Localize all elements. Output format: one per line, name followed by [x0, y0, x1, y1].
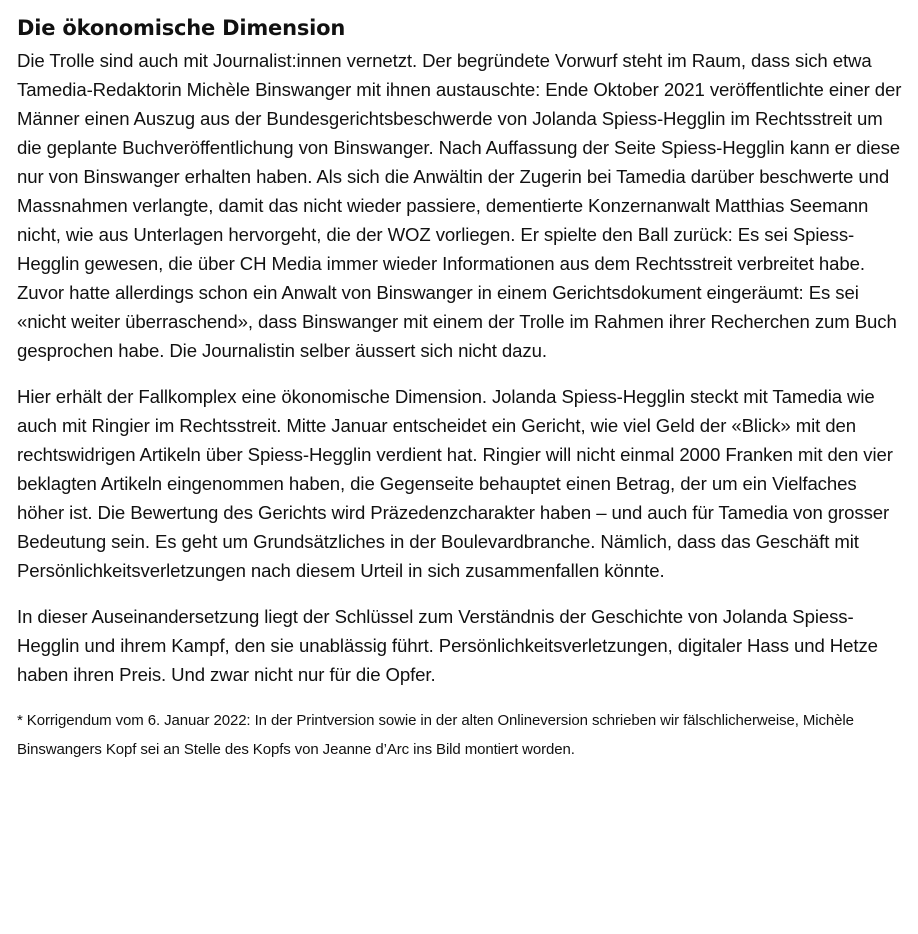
section-heading: Die ökonomische Dimension	[17, 16, 346, 40]
correction-footnote: * Korrigendum vom 6. Januar 2022: In der Printversion sowie in der alten Onlineversion schrieben wir fälschlicherweise, Michèle Binswangers Kopf sei an Stelle des Kopfs von Jeanne d’Arc ins Bild montiert worden.	[17, 712, 854, 758]
paragraph-trolls-journalists: Die Trolle sind auch mit Journalist:innen vernetzt. Der begründete Vorwurf steht im Raum, dass sich etwa Tamedia-Redaktorin Michèle Binswanger mit ihnen austauschte: Ende Oktober 2021 veröffentlichte einer der Männer einen Auszug aus der Bundesgerichtsbeschwerde von Jolanda Spiess-Hegglin im Rechtsstreit um die geplante Buchveröffentlichung von Binswanger. Nach Auffassung der Seite Spiess-Hegglin kann er diese nur von Binswanger erhalten haben. Als sich die Anwältin der Zugerin bei Tamedia darüber beschwerte und Massnahmen verlangte, damit das nicht wieder passiere, dementierte Konzernanwalt Matthias Seemann nicht, wie aus Unterlagen hervorgeht, die der WOZ vorliegen. Er spielte den Ball zurück: Es sei Spiess-Hegglin gewesen, die über CH Media immer wieder Informationen aus dem Rechtsstreit verbreitet habe. Zuvor hatte allerdings schon ein Anwalt von Binswanger in einem Gerichtsdokument eingeräumt: Es sei «nicht weiter überraschend», dass Binswanger mit einem der Trolle im Rahmen ihrer Recherchen zum Buch gesprochen habe. Die Journalistin selber äussert sich nicht dazu.	[17, 50, 902, 361]
paragraph-economic-dimension: Hier erhält der Fallkomplex eine ökonomische Dimension. Jolanda Spiess-Hegglin steckt mit Tamedia wie auch mit Ringier im Rechtsstreit. Mitte Januar entscheidet ein Gericht, wie viel Geld der «Blick» mit den rechtswidrigen Artikeln über Spiess-Hegglin verdient hat. Ringier will nicht einmal 2000 Franken mit den vier beklagten Artikeln eingenommen haben, die Gegenseite behauptet einen Betrag, der um ein Vielfaches höher ist. Die Bewertung des Gerichts wird Präzedenzcharakter haben – und auch für Tamedia von grosser Bedeutung sein. Es geht um Grundsätzliches in der Boulevardbranche. Nämlich, dass das Geschäft mit Persönlichkeitsverletzungen nach diesem Urteil in sich zusammenfallen könnte.	[17, 386, 893, 581]
paragraph-key-understanding: In dieser Auseinandersetzung liegt der Schlüssel zum Verständnis der Geschichte von Jolanda Spiess-Hegglin und ihrem Kampf, den sie unablässig führt. Persönlichkeitsverletzungen, digitaler Hass und Hetze haben ihren Preis. Und zwar nicht nur für die Opfer.	[17, 606, 878, 685]
